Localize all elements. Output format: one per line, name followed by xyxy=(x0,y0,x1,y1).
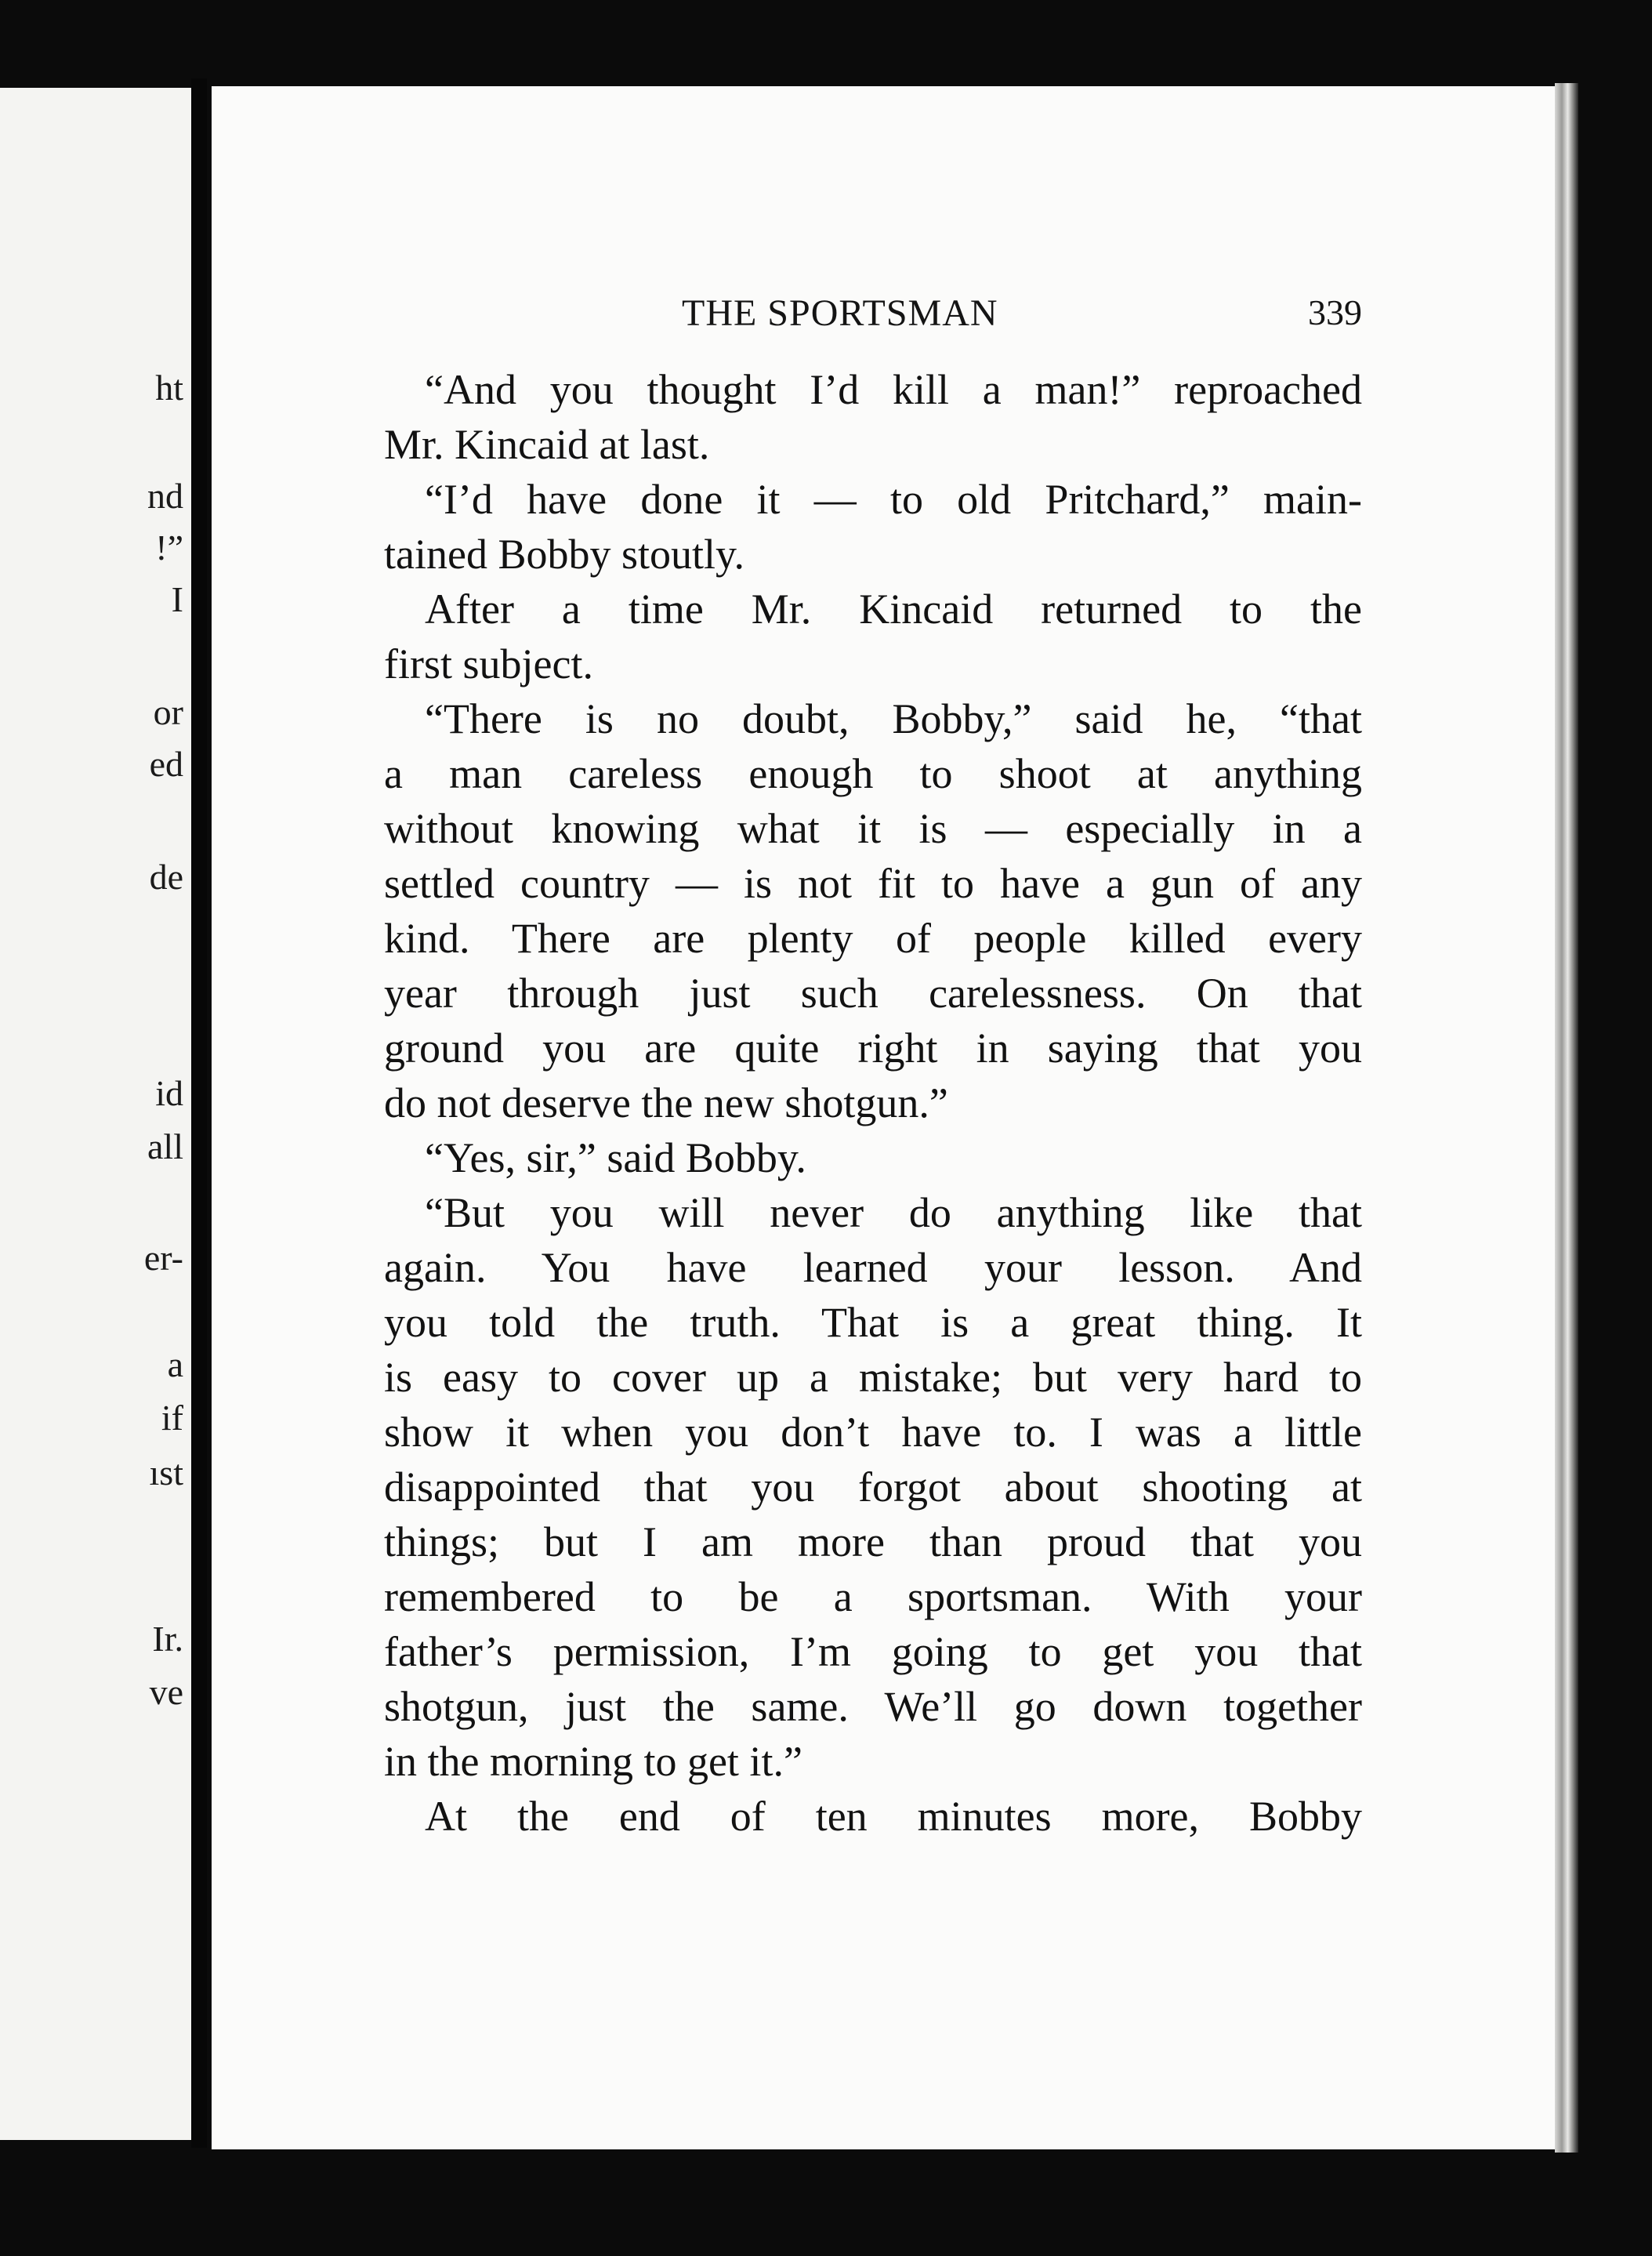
text-line: kind. There are plenty of people killed every xyxy=(384,915,1362,962)
text-line: do not deserve the new shotgun.” xyxy=(384,1079,948,1126)
text-line: show it when you don’t have to. I was a little xyxy=(384,1409,1362,1456)
left-page-fragment: a xyxy=(167,1344,183,1384)
left-page-fragment: Ir. xyxy=(152,1619,183,1659)
text-line: Mr. Kincaid at last. xyxy=(384,421,710,468)
text-line: “There is no doubt, Bobby,” said he, “that xyxy=(425,695,1362,742)
text-line: “I’d have done it — to old Pritchard,” main- xyxy=(425,476,1362,523)
text-line: things; but I am more than proud that you xyxy=(384,1518,1362,1565)
left-page-fragment: or xyxy=(153,692,183,732)
running-title: THE SPORTSMAN xyxy=(682,292,998,334)
text-line: is easy to cover up a mistake; but very hard to xyxy=(384,1354,1362,1401)
left-facing-page xyxy=(0,88,191,2140)
text-line: shotgun, just the same. We’ll go down together xyxy=(384,1683,1362,1730)
page-number: 339 xyxy=(1308,292,1362,332)
text-line: first subject. xyxy=(384,640,593,687)
left-page-fragment: ıst xyxy=(149,1453,183,1493)
left-page-fragment: all xyxy=(147,1126,183,1166)
text-line: again. You have learned your lesson. And xyxy=(384,1244,1362,1291)
text-line: tained Bobby stoutly. xyxy=(384,531,744,578)
text-line: “Yes, sir,” said Bobby. xyxy=(425,1134,806,1181)
left-page-fragment: !” xyxy=(155,528,183,568)
left-page-fragment: er- xyxy=(143,1238,183,1278)
text-line: “And you thought I’d kill a man!” reproached xyxy=(425,366,1362,413)
text-line: After a time Mr. Kincaid returned to the xyxy=(425,586,1362,633)
left-page-fragment: de xyxy=(149,857,183,897)
left-page-fragment: ht xyxy=(155,368,183,408)
left-page-fragment: if xyxy=(161,1398,183,1438)
text-line: in the morning to get it.” xyxy=(384,1738,802,1785)
book-gutter xyxy=(191,78,207,2148)
left-page-fragment: id xyxy=(155,1073,183,1113)
text-line: ground you are quite right in saying that you xyxy=(384,1025,1362,1072)
text-line: father’s permission, I’m going to get you that xyxy=(384,1628,1362,1675)
text-line: year through just such carelessness. On that xyxy=(384,970,1362,1017)
left-page-fragment: I xyxy=(171,579,183,619)
text-line: settled country — is not fit to have a gun of any xyxy=(384,860,1362,907)
text-line: without knowing what it is — especially in a xyxy=(384,805,1362,852)
text-line: remembered to be a sportsman. With your xyxy=(384,1573,1362,1620)
text-line: you told the truth. That is a great thing. It xyxy=(384,1299,1362,1346)
text-line: At the end of ten minutes more, Bobby xyxy=(425,1793,1362,1840)
page-edge xyxy=(1555,83,1578,2153)
text-line: a man careless enough to shoot at anything xyxy=(384,750,1362,797)
left-page-fragment: ed xyxy=(149,744,183,784)
text-line: disappointed that you forgot about shooting at xyxy=(384,1463,1362,1511)
text-line: “But you will never do anything like that xyxy=(425,1189,1362,1236)
left-page-fragment: nd xyxy=(147,476,183,516)
running-head xyxy=(384,292,1362,339)
body-text xyxy=(384,362,1362,1844)
left-page-fragment: ve xyxy=(149,1672,183,1712)
